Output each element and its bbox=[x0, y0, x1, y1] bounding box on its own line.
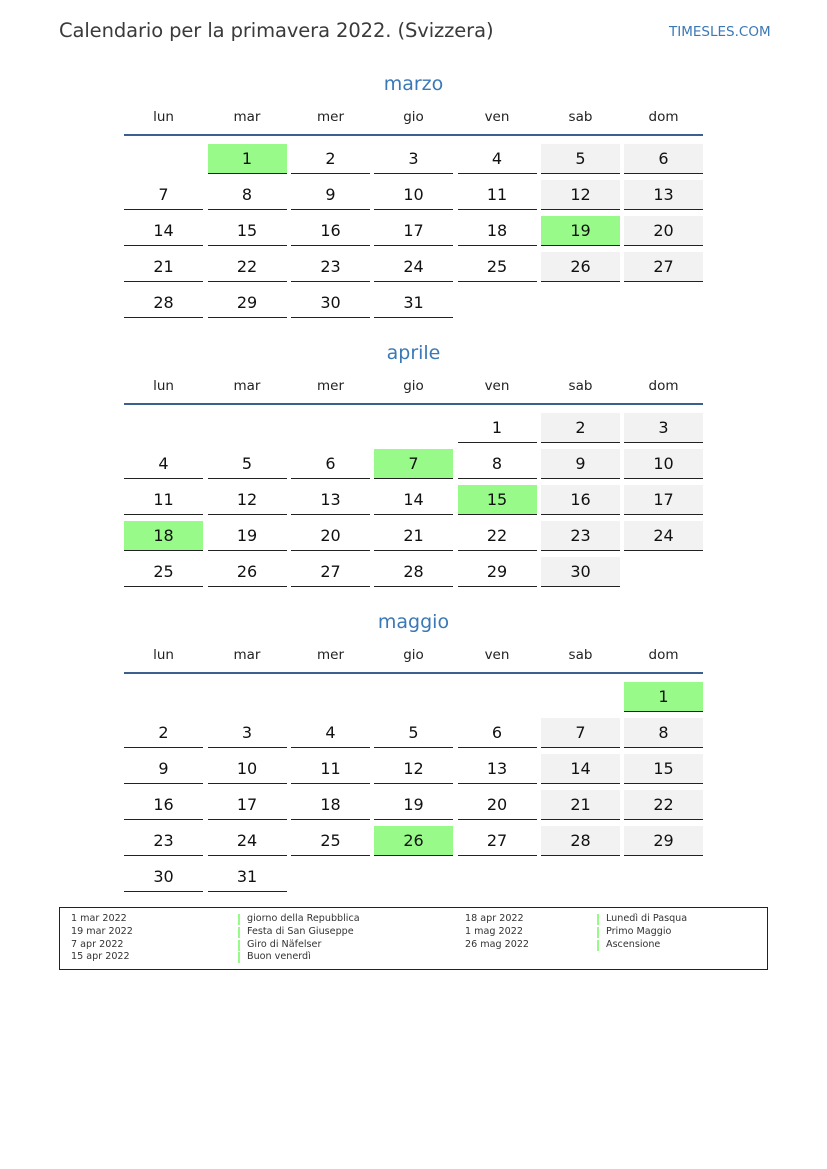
weekday-label: mer bbox=[316, 647, 344, 663]
day-cell[interactable]: 6 bbox=[458, 718, 537, 748]
day-cell[interactable]: 6 bbox=[624, 144, 703, 174]
day-cell[interactable]: 17 bbox=[374, 216, 453, 246]
day-cell[interactable]: 11 bbox=[458, 180, 537, 210]
page-title: Calendario per la primavera 2022. (Svizzera) bbox=[59, 19, 494, 42]
legend-color-marker bbox=[597, 940, 599, 951]
weekday-label: lun bbox=[153, 109, 174, 125]
day-cell[interactable]: 27 bbox=[291, 557, 370, 587]
weekday-label: sab bbox=[568, 109, 593, 125]
day-cell[interactable]: 29 bbox=[458, 557, 537, 587]
legend-color-marker bbox=[238, 940, 240, 951]
weekday-label: dom bbox=[648, 378, 679, 394]
day-cell[interactable]: 12 bbox=[374, 754, 453, 784]
day-cell[interactable]: 19 bbox=[208, 521, 287, 551]
legend-holiday-name: giorno della Repubblica bbox=[247, 913, 360, 924]
legend-date: 1 mag 2022 bbox=[465, 925, 523, 937]
day-cell[interactable]: 19 bbox=[374, 790, 453, 820]
day-cell[interactable]: 3 bbox=[208, 718, 287, 748]
day-cell[interactable]: 24 bbox=[208, 826, 287, 856]
legend-color-marker bbox=[597, 927, 599, 938]
day-cell[interactable]: 5 bbox=[541, 144, 620, 174]
day-cell[interactable]: 22 bbox=[624, 790, 703, 820]
weekday-label: gio bbox=[403, 647, 424, 663]
day-cell[interactable]: 7 bbox=[541, 718, 620, 748]
day-cell[interactable]: 31 bbox=[374, 288, 453, 318]
day-cell[interactable]: 5 bbox=[374, 718, 453, 748]
day-cell[interactable]: 29 bbox=[208, 288, 287, 318]
weekday-label: mer bbox=[316, 378, 344, 394]
day-cell[interactable]: 20 bbox=[624, 216, 703, 246]
day-cell[interactable]: 28 bbox=[124, 288, 203, 318]
day-cell[interactable]: 8 bbox=[624, 718, 703, 748]
legend-date: 26 mag 2022 bbox=[465, 938, 530, 950]
day-cell[interactable]: 14 bbox=[374, 485, 453, 515]
day-cell[interactable]: 3 bbox=[624, 413, 703, 443]
legend-holiday-name: Lunedì di Pasqua bbox=[606, 913, 688, 924]
weekday-label: gio bbox=[403, 378, 424, 394]
weekday-header bbox=[124, 378, 703, 394]
holiday-day-cell[interactable]: 1 bbox=[208, 144, 287, 174]
day-cell[interactable]: 23 bbox=[541, 521, 620, 551]
legend-holiday-name: Festa di San Giuseppe bbox=[247, 925, 354, 937]
day-cell[interactable]: 30 bbox=[124, 862, 203, 892]
day-cell[interactable]: 1 bbox=[458, 413, 537, 443]
day-cell[interactable]: 23 bbox=[291, 252, 370, 282]
day-cell[interactable]: 20 bbox=[291, 521, 370, 551]
day-cell[interactable]: 25 bbox=[458, 252, 537, 282]
day-cell[interactable]: 21 bbox=[541, 790, 620, 820]
weekday-label: mar bbox=[233, 647, 261, 663]
day-cell[interactable]: 9 bbox=[541, 449, 620, 479]
day-cell[interactable]: 23 bbox=[124, 826, 203, 856]
day-cell[interactable]: 29 bbox=[624, 826, 703, 856]
day-cell[interactable]: 28 bbox=[374, 557, 453, 587]
day-cell[interactable]: 7 bbox=[124, 180, 203, 210]
legend-date: 18 apr 2022 bbox=[465, 913, 524, 924]
header-rule bbox=[124, 134, 703, 136]
legend-date: 1 mar 2022 bbox=[71, 913, 127, 924]
day-cell[interactable]: 24 bbox=[624, 521, 703, 551]
holiday-day-cell[interactable]: 19 bbox=[541, 216, 620, 246]
header-rule bbox=[124, 403, 703, 405]
day-cell[interactable]: 27 bbox=[624, 252, 703, 282]
day-cell[interactable]: 26 bbox=[208, 557, 287, 587]
legend-date: 15 apr 2022 bbox=[71, 951, 130, 963]
day-cell[interactable]: 10 bbox=[208, 754, 287, 784]
weekday-label: lun bbox=[153, 378, 174, 394]
month-title: aprile bbox=[386, 342, 441, 364]
weekday-label: ven bbox=[484, 109, 510, 125]
weekday-label: dom bbox=[648, 109, 679, 125]
month-title: marzo bbox=[383, 73, 444, 95]
day-cell[interactable]: 5 bbox=[208, 449, 287, 479]
day-cell[interactable]: 4 bbox=[291, 718, 370, 748]
holiday-day-cell[interactable]: 7 bbox=[374, 449, 453, 479]
day-cell[interactable]: 8 bbox=[208, 180, 287, 210]
day-cell[interactable]: 13 bbox=[291, 485, 370, 515]
legend-date: 19 mar 2022 bbox=[71, 925, 133, 937]
day-cell[interactable]: 9 bbox=[124, 754, 203, 784]
day-cell[interactable]: 27 bbox=[458, 826, 537, 856]
day-cell[interactable]: 20 bbox=[458, 790, 537, 820]
legend-color-marker bbox=[238, 927, 240, 938]
day-cell[interactable]: 21 bbox=[374, 521, 453, 551]
day-cell[interactable]: 4 bbox=[124, 449, 203, 479]
legend-holiday-name: Giro di Näfelser bbox=[247, 938, 322, 950]
day-cell[interactable]: 18 bbox=[291, 790, 370, 820]
holiday-legend bbox=[59, 907, 768, 970]
day-cell[interactable]: 25 bbox=[291, 826, 370, 856]
weekday-label: gio bbox=[403, 109, 424, 125]
legend-color-marker bbox=[238, 952, 240, 963]
day-cell[interactable]: 13 bbox=[458, 754, 537, 784]
day-cell[interactable]: 22 bbox=[208, 252, 287, 282]
holiday-day-cell[interactable]: 18 bbox=[124, 521, 203, 551]
day-cell[interactable]: 28 bbox=[541, 826, 620, 856]
weekday-label: dom bbox=[648, 647, 679, 663]
day-cell[interactable]: 21 bbox=[124, 252, 203, 282]
legend-date: 7 apr 2022 bbox=[71, 938, 124, 950]
month-title: maggio bbox=[377, 611, 450, 633]
day-cell[interactable]: 31 bbox=[208, 862, 287, 892]
legend-holiday-name: Buon venerdì bbox=[247, 951, 311, 963]
day-cell[interactable]: 13 bbox=[624, 180, 703, 210]
day-cell[interactable]: 8 bbox=[458, 449, 537, 479]
weekday-label: ven bbox=[484, 378, 510, 394]
day-cell[interactable]: 12 bbox=[541, 180, 620, 210]
legend-color-marker bbox=[597, 914, 599, 925]
day-cell[interactable]: 14 bbox=[124, 216, 203, 246]
legend-holiday-name: Primo Maggio bbox=[606, 925, 672, 937]
day-cell[interactable]: 11 bbox=[124, 485, 203, 515]
day-cell[interactable]: 15 bbox=[624, 754, 703, 784]
weekday-header bbox=[124, 647, 703, 663]
day-cell[interactable]: 16 bbox=[541, 485, 620, 515]
day-cell[interactable]: 9 bbox=[291, 180, 370, 210]
day-cell[interactable]: 2 bbox=[124, 718, 203, 748]
day-cell[interactable]: 2 bbox=[541, 413, 620, 443]
brand-logo-text[interactable]: TIMESLES.COM bbox=[669, 24, 771, 40]
day-cell[interactable]: 17 bbox=[624, 485, 703, 515]
day-cell[interactable]: 3 bbox=[374, 144, 453, 174]
day-cell[interactable]: 10 bbox=[374, 180, 453, 210]
day-cell[interactable]: 6 bbox=[291, 449, 370, 479]
weekday-label: ven bbox=[484, 647, 510, 663]
day-cell[interactable]: 22 bbox=[458, 521, 537, 551]
day-cell[interactable]: 12 bbox=[208, 485, 287, 515]
legend-color-marker bbox=[238, 914, 240, 925]
weekday-label: lun bbox=[153, 647, 174, 663]
day-cell[interactable]: 10 bbox=[624, 449, 703, 479]
day-cell[interactable]: 4 bbox=[458, 144, 537, 174]
weekday-label: sab bbox=[568, 647, 593, 663]
weekday-label: mer bbox=[316, 109, 344, 125]
day-cell[interactable]: 30 bbox=[291, 288, 370, 318]
day-cell[interactable]: 26 bbox=[541, 252, 620, 282]
day-cell[interactable]: 14 bbox=[541, 754, 620, 784]
weekday-label: sab bbox=[568, 378, 593, 394]
header-rule bbox=[124, 672, 703, 674]
day-cell[interactable]: 25 bbox=[124, 557, 203, 587]
holiday-day-cell[interactable]: 15 bbox=[458, 485, 537, 515]
day-cell[interactable]: 2 bbox=[291, 144, 370, 174]
holiday-day-cell[interactable]: 26 bbox=[374, 826, 453, 856]
day-cell[interactable]: 17 bbox=[208, 790, 287, 820]
weekday-header bbox=[124, 109, 703, 125]
day-cell[interactable]: 24 bbox=[374, 252, 453, 282]
day-cell[interactable]: 11 bbox=[291, 754, 370, 784]
day-cell[interactable]: 15 bbox=[208, 216, 287, 246]
weekday-label: mar bbox=[233, 109, 261, 125]
weekday-label: mar bbox=[233, 378, 261, 394]
day-cell[interactable]: 16 bbox=[124, 790, 203, 820]
holiday-day-cell[interactable]: 1 bbox=[624, 682, 703, 712]
day-cell[interactable]: 16 bbox=[291, 216, 370, 246]
legend-holiday-name: Ascensione bbox=[606, 938, 661, 950]
day-cell[interactable]: 18 bbox=[458, 216, 537, 246]
day-cell[interactable]: 30 bbox=[541, 557, 620, 587]
